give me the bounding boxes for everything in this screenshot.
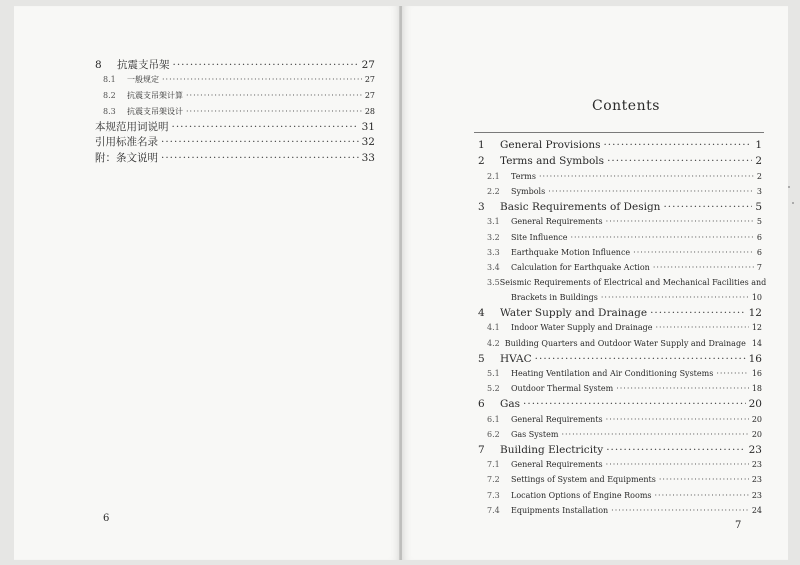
toc-entry-title: Terms and Symbols: [500, 155, 605, 167]
toc-entry-page: 16: [748, 353, 762, 365]
toc-entry-number: 1: [478, 139, 485, 151]
toc-entry-number: 5: [478, 353, 485, 365]
toc-entry: [487, 414, 762, 425]
toc-leader-dots: [663, 201, 752, 214]
toc-entry-number: 3.4: [487, 263, 500, 272]
toc-entry-number: 7.4: [487, 506, 500, 515]
toc-entry: [487, 277, 767, 288]
toc-entry: [478, 307, 762, 320]
toc-leader-dots: [633, 247, 754, 258]
toc-entry-title: Location Options of Engine Rooms: [511, 491, 652, 500]
toc-entry: [487, 459, 762, 470]
toc-leader-dots: [173, 59, 359, 72]
toc-entry-number: 3.2: [487, 233, 500, 242]
toc-entry-page: 14: [751, 339, 762, 348]
toc-leader-dots: [655, 322, 748, 333]
toc-entry-number: 7.1: [487, 460, 500, 469]
toc-entry-page: 31: [361, 121, 375, 133]
toc-entry-number: 3.3: [487, 248, 500, 257]
toc-entry: [478, 444, 762, 457]
toc-entry-number: 7: [478, 444, 485, 456]
toc-entry: [487, 429, 762, 440]
toc-entry-title: Settings of System and Equipments: [511, 475, 656, 484]
toc-entry-title: Earthquake Motion Influence: [511, 248, 631, 257]
toc-leader-dots: [172, 121, 359, 134]
toc-entry-page: 33: [361, 152, 375, 164]
toc-entry-page: 5: [755, 201, 762, 213]
toc-entry-page: 1: [755, 139, 762, 151]
toc-leader-dots: [570, 232, 753, 243]
toc-entry-title: Brackets in Buildings: [511, 293, 598, 302]
toc-entry-title: Gas System: [511, 430, 559, 439]
toc-entry-title: General Requirements: [511, 217, 603, 226]
toc-leader-dots: [606, 459, 749, 470]
toc-leader-dots: [611, 505, 749, 516]
toc-entry: [487, 474, 762, 485]
toc-entry-page: 23: [748, 444, 762, 456]
toc-entry: [487, 171, 762, 182]
toc-entry-number: 4.1: [487, 323, 500, 332]
toc-entry-number: 5.1: [487, 369, 500, 378]
toc-entry-page: 28: [364, 107, 375, 116]
toc-entry: [478, 398, 762, 411]
toc-entry-number: 8: [95, 59, 102, 71]
toc-entry-page: 16: [751, 369, 762, 378]
toc-entry: [487, 262, 762, 273]
toc-entry-page: 23: [751, 491, 762, 500]
toc-entry-title: Site Influence: [511, 233, 568, 242]
toc-leader-dots: [653, 262, 754, 273]
toc-leader-dots: [606, 414, 749, 425]
toc-entry-number: 2.2: [487, 187, 500, 196]
toc-leader-dots: [161, 136, 359, 149]
toc-entry: [487, 505, 762, 516]
toc-entry-title: Equipments Installation: [511, 506, 609, 515]
toc-entry-number: 8.2: [103, 91, 116, 100]
toc-leader-dots: [603, 139, 752, 152]
toc-entry-number: 4: [478, 307, 485, 319]
toc-entry-title: Terms: [511, 172, 536, 181]
toc-leader-dots: [548, 186, 754, 197]
toc-entry-page: 6: [756, 233, 762, 242]
toc-entry-page: 27: [364, 91, 375, 100]
toc-entry-title: 抗震支吊架计算: [127, 91, 183, 100]
toc-entry-page: 10: [751, 293, 762, 302]
toc-entry-title: Water Supply and Drainage: [500, 307, 648, 319]
toc-entry: [487, 383, 762, 394]
toc-entry: [487, 216, 762, 227]
toc-entry-page: 5: [756, 217, 762, 226]
toc-entry-title: 抗震支吊架设计: [127, 107, 183, 116]
toc-entry-title: 附：条文说明: [95, 152, 158, 164]
toc-leader-dots: [162, 74, 362, 85]
toc-entry: [487, 322, 762, 333]
toc-entry-title: Calculation for Earthquake Action: [511, 263, 650, 272]
toc-leader-dots: [535, 353, 746, 366]
toc-entry-number: 5.2: [487, 384, 500, 393]
toc-leader-dots: [659, 474, 749, 485]
toc-entry: [487, 490, 762, 501]
toc-entry-number: 2.1: [487, 172, 500, 181]
toc-entry-number: 6: [478, 398, 485, 410]
toc-entry: [103, 74, 375, 85]
toc-leader-dots: [561, 429, 748, 440]
toc-leader-dots: [616, 383, 749, 394]
toc-leader-dots: [539, 171, 754, 182]
toc-entry: [478, 155, 762, 168]
toc-entry-page: 20: [751, 430, 762, 439]
toc-entry-title: Gas: [500, 398, 521, 410]
toc-entry-page: 27: [364, 75, 375, 84]
toc-entry-title: 一般规定: [127, 75, 159, 84]
toc-leader-dots: [161, 152, 359, 165]
contents-heading: Contents: [592, 98, 660, 114]
toc-entry-number: 3.1: [487, 217, 500, 226]
toc-entry-title: Basic Requirements of Design: [500, 201, 661, 213]
toc-entry-page: 20: [748, 398, 762, 410]
toc-entry-page: 6: [756, 248, 762, 257]
toc-entry: [478, 353, 762, 366]
scan-speck: [792, 202, 794, 204]
toc-entry-number: 8.1: [103, 75, 116, 84]
toc-leader-dots: [601, 292, 749, 303]
toc-entry-number: 6.2: [487, 430, 500, 439]
toc-entry: [95, 136, 375, 149]
toc-entry-page: 23: [751, 460, 762, 469]
toc-entry: [478, 201, 762, 214]
toc-entry: [511, 292, 762, 303]
toc-leader-dots: [186, 90, 362, 101]
toc-entry: [487, 368, 762, 379]
toc-entry-page: 32: [361, 136, 375, 148]
toc-leader-dots: [607, 155, 752, 168]
toc-entry: [487, 247, 762, 258]
toc-leader-dots: [523, 398, 746, 411]
toc-entry-title: Heating Ventilation and Air Conditioning Systems: [511, 369, 714, 378]
toc-entry: [103, 106, 375, 117]
toc-leader-dots: [606, 216, 754, 227]
toc-leader-dots: [650, 307, 746, 320]
toc-entry-page: 27: [361, 59, 375, 71]
right-page-number: 7: [735, 520, 742, 531]
toc-entry-page: 12: [751, 323, 762, 332]
toc-entry-page: 18: [751, 384, 762, 393]
toc-entry-page: 23: [751, 475, 762, 484]
toc-entry-title: General Requirements: [511, 415, 603, 424]
toc-leader-dots: [716, 368, 749, 379]
toc-entry: [487, 232, 762, 243]
toc-leader-dots: [655, 490, 749, 501]
toc-entry-title: Indoor Water Supply and Drainage: [511, 323, 653, 332]
toc-entry-page: 12: [748, 307, 762, 319]
toc-entry: [487, 186, 762, 197]
toc-entry-page: 24: [751, 506, 762, 515]
toc-entry: [95, 59, 375, 72]
toc-entry-title: Building Electricity: [500, 444, 604, 456]
toc-leader-dots: [606, 444, 745, 457]
toc-entry-title: 抗震支吊架: [117, 59, 170, 71]
toc-entry-number: 7.2: [487, 475, 500, 484]
toc-entry: [95, 152, 375, 165]
toc-entry-number: 4.2: [487, 339, 500, 348]
toc-entry-title: Building Quarters and Outdoor Water Supply and Drainage: [504, 339, 746, 348]
contents-rule: [474, 132, 764, 133]
toc-entry-number: 6.1: [487, 415, 500, 424]
toc-entry-title: HVAC: [500, 353, 532, 365]
toc-entry: [487, 338, 762, 349]
toc-entry-title: Symbols: [511, 187, 546, 196]
toc-entry-number: 8.3: [103, 107, 116, 116]
toc-entry-page: 3: [756, 187, 762, 196]
toc-entry-title: General Requirements: [511, 460, 603, 469]
toc-entry-title: 本规范用词说明: [95, 121, 169, 133]
toc-entry-title: General Provisions: [500, 139, 601, 151]
toc-entry-title: Outdoor Thermal System: [511, 384, 614, 393]
toc-entry-title: 引用标准名录: [95, 136, 158, 148]
toc-entry-page: 7: [756, 263, 762, 272]
toc-entry-page: 2: [756, 172, 762, 181]
toc-entry-number: 7.3: [487, 491, 500, 500]
toc-entry-number: 3: [478, 201, 485, 213]
toc-entry-page: 20: [751, 415, 762, 424]
toc-entry-title: Seismic Requirements of Electrical and Mechanical Facilities and: [499, 278, 767, 287]
toc-entry-number: 2: [478, 155, 485, 167]
left-page-number: 6: [103, 513, 110, 524]
toc-entry: [103, 90, 375, 101]
toc-entry: [95, 121, 375, 134]
scan-speck: [788, 186, 790, 188]
toc-entry: [478, 139, 762, 152]
toc-entry-number: 3.5: [487, 278, 500, 287]
toc-entry-page: 2: [755, 155, 762, 167]
toc-leader-dots: [186, 106, 362, 117]
